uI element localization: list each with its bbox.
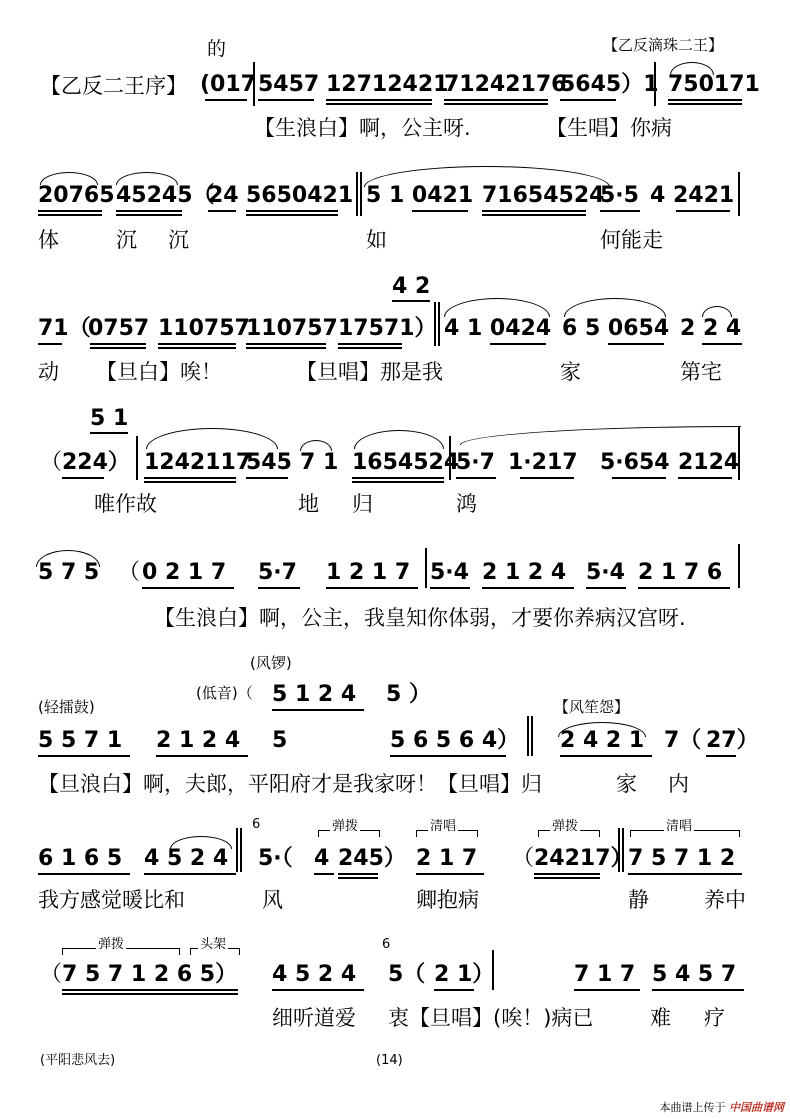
underline	[246, 477, 288, 479]
note-group: 2 4 2 1	[560, 728, 645, 753]
instrument-mark: (轻擂鼓)	[38, 698, 95, 716]
lyric: 沉	[168, 228, 189, 252]
underline	[668, 103, 742, 105]
note-group: 750171	[668, 72, 760, 97]
underline	[676, 210, 730, 212]
underline	[208, 210, 236, 212]
lyric: 【旦浪白】啊，夫郎，平阳府才是我家呀！【旦唱】归	[38, 772, 542, 796]
grace-notes: 5 1	[90, 406, 129, 431]
underline	[652, 989, 744, 991]
lyric: 【生浪白】啊，公主，我皇知你体弱，才要你养病汉宫呀.	[154, 606, 686, 630]
note-group: 7 1 7	[574, 962, 636, 987]
instrument-mark: (风锣)	[250, 654, 292, 672]
barline	[527, 716, 529, 756]
underline	[352, 477, 444, 479]
underline	[272, 989, 364, 991]
note-group: 5	[272, 728, 288, 753]
note-group: 110757	[158, 316, 250, 341]
note-group: 6 1 6 5	[38, 846, 123, 871]
barline	[738, 544, 740, 588]
underline	[600, 210, 640, 212]
note-group: 2 1 7	[416, 846, 478, 871]
barline	[356, 172, 358, 216]
lyric: 鸿	[456, 492, 477, 516]
underline	[38, 210, 102, 212]
lyric: 衷【旦唱】(唉！)病已	[388, 1006, 594, 1030]
footer-title: (平阳悲风去)	[40, 1053, 116, 1068]
note-group: 0757	[88, 316, 150, 341]
note-group: 4	[314, 846, 330, 871]
underline	[38, 873, 130, 875]
underline	[246, 210, 338, 212]
note-group: 7 5 7 1 2	[628, 846, 736, 871]
underline	[272, 709, 364, 711]
note-group: 71654524	[482, 183, 605, 208]
note-group: 12712421	[326, 72, 449, 97]
tune-label: 【风笙怨】	[554, 698, 630, 716]
note-group: 4 2421	[650, 183, 735, 208]
underline	[62, 993, 238, 995]
lyric: 疗	[704, 1006, 725, 1030]
underline	[638, 587, 730, 589]
note-group: 7 5 7 1 2 6 5）	[62, 962, 238, 987]
underline	[246, 343, 326, 345]
note-group: 5650421	[246, 183, 354, 208]
lyric: 唯作故	[94, 492, 157, 516]
underline	[158, 347, 236, 349]
site-logo: 中国曲谱网	[729, 1101, 784, 1114]
de-mark: 的	[207, 38, 227, 60]
note-group: 20765	[38, 183, 115, 208]
note-group: 110757	[246, 316, 338, 341]
underline	[412, 210, 468, 212]
underline	[314, 873, 334, 875]
tune-label-right: 【乙反滴珠二王】	[603, 36, 724, 54]
note-group: 5·4	[586, 560, 625, 585]
note-group: 24217）	[534, 846, 633, 871]
note-group: 2 1）	[434, 962, 495, 987]
note-group: 4 5 2 4	[144, 846, 229, 871]
instrument-mark: 清唱	[430, 819, 457, 834]
instrument-mark: (低音)（	[196, 684, 253, 702]
underline	[62, 477, 104, 479]
note-group: 2 1 2 4	[156, 728, 241, 753]
barline	[236, 828, 238, 872]
slur	[354, 430, 444, 449]
upload-credit	[660, 1099, 785, 1115]
underline	[560, 755, 652, 757]
underline	[338, 877, 378, 879]
underline	[430, 587, 470, 589]
note-group: 1654524	[352, 450, 460, 475]
instrument-mark: 弹拨	[98, 937, 125, 952]
lyric: 【旦唱】那是我	[296, 360, 443, 384]
note-group: 0 2 1 7	[142, 560, 227, 585]
note-group: 6 5 0654	[562, 316, 670, 341]
underline	[668, 99, 742, 101]
barline	[738, 172, 740, 216]
note-group: （	[118, 560, 141, 585]
note-group: 5457	[258, 72, 320, 97]
intro-label: 【乙反二王序】	[40, 74, 187, 98]
note-group: 5·（	[258, 846, 293, 871]
underline	[246, 214, 338, 216]
lyric: 家	[560, 360, 581, 384]
instrument-mark: 弹拨	[332, 819, 359, 834]
underline	[246, 347, 326, 349]
note-group: 4 5 2 4	[272, 962, 357, 987]
note-group: 17571）	[338, 316, 437, 341]
barline	[136, 436, 138, 480]
underline	[574, 989, 640, 991]
lyric: 风	[262, 888, 283, 912]
underline	[612, 477, 666, 479]
note-group: 5·7	[258, 560, 297, 585]
underline	[560, 99, 616, 101]
note-group: 4 1 0424	[444, 316, 552, 341]
ornament-mark: 6	[252, 817, 261, 832]
note-group: （	[40, 962, 63, 987]
grace-notes: 4 2	[392, 274, 431, 299]
slur	[146, 428, 278, 449]
underline	[144, 873, 236, 875]
underline	[608, 343, 664, 345]
underline	[258, 99, 314, 101]
underline	[534, 873, 600, 875]
note-group: 45245（	[116, 183, 215, 208]
underline	[628, 873, 742, 875]
underline	[258, 587, 300, 589]
instrument-mark: 弹拨	[552, 819, 579, 834]
note-group: （	[40, 450, 63, 475]
note-group: 5 6 5 6 4）	[390, 728, 520, 753]
underline	[62, 989, 238, 991]
underline	[456, 477, 496, 479]
underline	[90, 347, 146, 349]
instrument-mark: 清唱	[666, 819, 693, 834]
lyric: 养中	[704, 888, 746, 912]
page-number: (14)	[376, 1053, 403, 1068]
note-group: 5 ）	[386, 682, 431, 707]
note-group: 2 1 2 4	[482, 560, 567, 585]
note-group: 27）	[706, 728, 759, 753]
underline	[156, 755, 248, 757]
barline	[240, 828, 242, 872]
lyric: 何能走	[600, 228, 663, 252]
note-group: 71242176	[444, 72, 567, 97]
lyric: 动	[38, 360, 59, 384]
note-group: 2 2 4	[680, 316, 742, 341]
ornament-mark: 6	[382, 937, 391, 952]
lyric: 第宅	[680, 360, 722, 384]
underline	[482, 587, 574, 589]
underline	[142, 587, 234, 589]
note-group: 5·7	[456, 450, 495, 475]
note-group: 1·217	[508, 450, 578, 475]
underline	[90, 432, 128, 434]
underline	[702, 343, 742, 345]
lyric: 难	[650, 1006, 671, 1030]
lyric: 卿抱病	[416, 888, 479, 912]
slur	[564, 298, 666, 317]
note-group: 7 1	[300, 450, 339, 475]
slur	[444, 298, 550, 317]
underline	[326, 99, 432, 101]
lyric: 【生浪白】啊，公主呀.	[254, 116, 471, 140]
lyric: 【生唱】你病	[546, 116, 672, 140]
note-group: 2 1 7 6	[638, 560, 723, 585]
underline	[38, 214, 102, 216]
note-group: 1 2 1 7	[326, 560, 411, 585]
barline	[438, 302, 440, 346]
lyric: 我方感觉暖比和	[38, 888, 185, 912]
underline	[434, 989, 474, 991]
underline	[38, 343, 62, 345]
lyric: 体	[38, 228, 59, 252]
lyric: 【旦白】唉！	[96, 360, 222, 384]
underline	[326, 587, 418, 589]
note-group: 5（	[388, 962, 426, 987]
underline	[482, 214, 586, 216]
note-group: 5 1 2 4	[272, 682, 357, 707]
note-group: 5 5 7 1	[38, 728, 123, 753]
note-group: 1242117	[144, 450, 252, 475]
underline	[444, 103, 548, 105]
note-group: 24	[208, 183, 239, 208]
barline	[425, 548, 427, 588]
underline	[390, 755, 506, 757]
note-group: 5·5	[600, 183, 639, 208]
barline	[531, 716, 533, 756]
lyric: 如	[366, 228, 387, 252]
lyric: 沉	[116, 228, 137, 252]
instrument-mark: 头架	[200, 937, 227, 952]
note-group: 2124	[678, 450, 740, 475]
note-group: 5 4 5 7	[652, 962, 737, 987]
note-group: （	[512, 846, 535, 871]
lyric: 内	[668, 772, 689, 796]
underline	[706, 755, 736, 757]
underline	[144, 477, 236, 479]
lyric: 细听道爱	[272, 1006, 356, 1030]
note-group: 545	[246, 450, 292, 475]
underline	[144, 481, 236, 483]
underline	[338, 873, 378, 875]
lyric: 地	[298, 492, 319, 516]
underline	[490, 343, 546, 345]
underline	[392, 300, 430, 302]
underline	[416, 873, 484, 875]
note-group: 71（	[38, 316, 91, 341]
underline	[205, 99, 247, 101]
underline	[338, 347, 402, 349]
note-group: 5 7 5	[38, 560, 100, 585]
note-group: 5645）1	[560, 72, 659, 97]
underline	[482, 210, 586, 212]
slur	[460, 426, 741, 445]
lyric: 归	[352, 492, 373, 516]
lyric: 静	[628, 888, 649, 912]
note-group: 5 1 0421	[366, 183, 474, 208]
lyric: 家	[616, 772, 637, 796]
underline	[534, 877, 600, 879]
note-group: (017	[200, 72, 256, 97]
note-group: 224）	[62, 450, 130, 475]
slur	[670, 62, 714, 75]
underline	[338, 343, 402, 345]
upload-text: 本曲谱上传于	[659, 1101, 726, 1114]
underline	[326, 103, 432, 105]
note-group: 5·654	[600, 450, 670, 475]
note-group: 7（	[664, 728, 702, 753]
underline	[116, 210, 182, 212]
underline	[90, 343, 146, 345]
note-group: 5·4	[430, 560, 469, 585]
note-group: 245）	[338, 846, 406, 871]
underline	[352, 481, 444, 483]
underline	[586, 587, 626, 589]
underline	[520, 477, 574, 479]
underline	[444, 99, 548, 101]
underline	[158, 343, 236, 345]
underline	[678, 477, 732, 479]
underline	[116, 214, 182, 216]
barline	[360, 172, 362, 216]
underline	[38, 755, 130, 757]
